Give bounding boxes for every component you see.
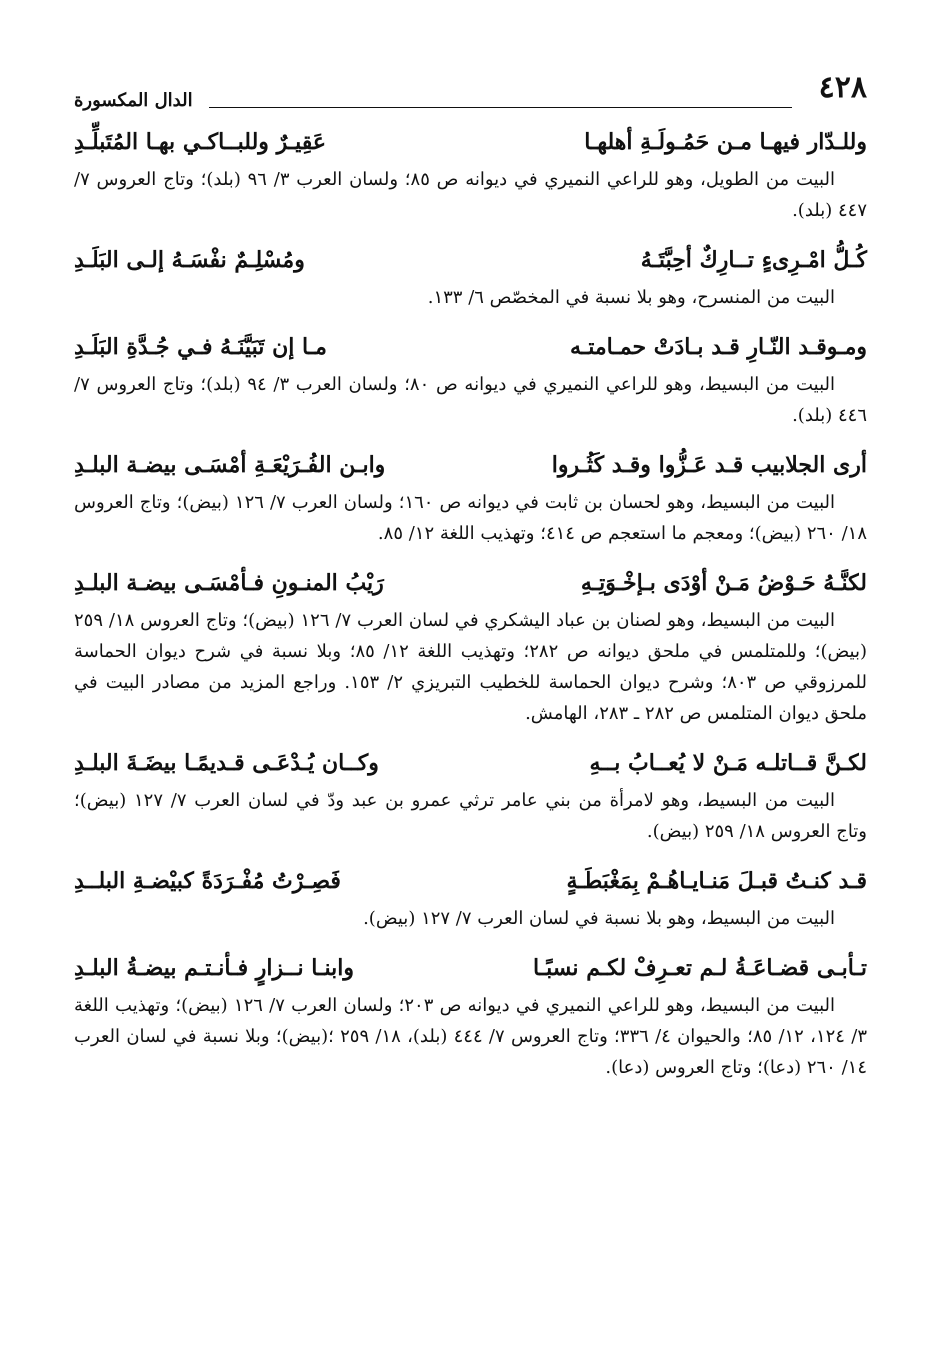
verse-source-note: البيت من البسيط، وهو لصنان بن عباد اليشكري في لسان العرب ٧/ ١٢٦ (بيض)؛ وتاج العروس ١٨/ ٢٥٩ (بيض)؛ وللمتلمس في ملحق ديوانه ص ٢٨٢؛ وتهذيب اللغة ١٢/ ٨٥؛ وبلا نسبة في شرح ديوان الحماسة للمرزوقي ص ٨٠٣؛ وشرح ديوان الحماسة للخطيب التبريزي ٢/ ١٥٣. وراجع المزيد من مصادر البيت في ملحق ديوان المتلمس ص ٢٨٢ ـ ٢٨٣، الهامش. xyxy=(74,610,867,724)
verse-entry xyxy=(74,859,867,934)
verse xyxy=(74,443,867,487)
verse-first-hemistich: وللـدّار فيهـا مـن حَمُـولَـةِ أهلهـا xyxy=(584,129,867,155)
verse xyxy=(74,561,867,605)
verse xyxy=(74,741,867,785)
verse-source-note: البيت من البسيط، وهو بلا نسبة في لسان العرب ٧/ ١٢٧ (بيض). xyxy=(363,908,835,929)
verse-first-hemistich: كُـلُّ امْـرِىءٍ تــارِكٌ أحِبَّتَـهُ xyxy=(640,247,867,273)
verse-second-hemistich: ومُسْلِـمٌ نفْسَـهُ إلـى البَلَـدِ xyxy=(74,247,305,273)
verse xyxy=(74,946,867,990)
verse-second-hemistich: رَيْبُ المنـونِ فـأمْسَـى بيضـة البلـدِ xyxy=(74,570,384,596)
verse-source-note: البيت من المنسرح، وهو بلا نسبة في المخصّص ٦/ ١٣٣. xyxy=(427,287,835,308)
verse-entry xyxy=(74,946,867,1083)
verse-entry xyxy=(74,238,867,313)
entries-list xyxy=(74,120,867,1083)
verse xyxy=(74,238,867,282)
verse-first-hemistich: لكـنَّ قــاتلـه مَـنْ لا يُعــابُ بــهِ xyxy=(589,750,867,776)
section-title: الدال المكسورة xyxy=(74,90,193,111)
verse-second-hemistich: فَصِـرْتُ مُفْـرَدَةً كبيْضـةِ البلــدِ xyxy=(74,868,341,894)
verse-entry xyxy=(74,443,867,549)
verse-first-hemistich: قـد كنـتُ قبـلَ مَنـايـاهُـمْ بِمَغْبَطَـةٍ xyxy=(566,868,867,894)
verse-second-hemistich: عَقِيـرٌ وللبــاكـي بهـا المُتَبلِّـدِ xyxy=(74,129,327,155)
verse-entry xyxy=(74,741,867,847)
verse-source-note: البيت من البسيط، وهو لامرأة من بني عامر ترثي عمرو بن عبد ودّ في لسان العرب ٧/ ١٢٧ (بيض)؛ وتاج العروس ١٨/ ٢٥٩ (بيض). xyxy=(74,790,867,842)
verse-second-hemistich: وكــان يُـدْعَـى قـديمًـا بيضَـةَ البلـدِ xyxy=(74,750,379,776)
verse-second-hemistich: مـا إن تَبَيَّنَـهُ فـي جُـدَّةِ البَلَـدِ xyxy=(74,334,327,360)
verse-source-note: البيت من البسيط، وهو لحسان بن ثابت في ديوانه ص ١٦٠؛ ولسان العرب ٧/ ١٢٦ (بيض)؛ وتاج العروس ١٨/ ٢٦٠ (بيض)؛ ومعجم ما استعجم ص ٤١٤؛ وتهذيب اللغة ١٢/ ٨٥. xyxy=(74,492,867,544)
header-rule xyxy=(209,107,792,108)
verse-first-hemistich: لكنَّـهُ حَـوْضُ مَـنْ أوْدَى بـإخْـوَتِـهِ xyxy=(580,570,867,596)
verse-entry xyxy=(74,325,867,431)
verse xyxy=(74,325,867,369)
page-number: ٤٢٨ xyxy=(818,70,867,105)
verse-source-note: البيت من البسيط، وهو للراعي النميري في ديوانه ص ٨٠؛ ولسان العرب ٣/ ٩٤ (بلد)؛ وتاج العروس ٧/ ٤٤٦ (بلد). xyxy=(74,374,867,426)
verse-second-hemistich: وابنـا نــزارٍ فـأنـتـم بيضـةُ البلـدِ xyxy=(74,955,354,981)
verse xyxy=(74,859,867,903)
verse-source-note: البيت من البسيط، وهو للراعي النميري في ديوانه ص ٢٠٣؛ ولسان العرب ٧/ ١٢٦ (بيض)؛ وتهذيب اللغة ٣/ ١٢٤، ١٢/ ٨٥؛ والحيوان ٤/ ٣٣٦؛ وتاج العروس ٧/ ٤٤٤ (بلد)، ١٨/ ٢٥٩ ؛(بيض)؛ وبلا نسبة في لسان العرب ١٤/ ٢٦٠ (دعا)؛ وتاج العروس (دعا). xyxy=(74,995,867,1078)
verse-second-hemistich: وابـن الفُـرَيْعَـةِ أمْسَـى بيضـة البلـدِ xyxy=(74,452,386,478)
page-header xyxy=(74,60,867,111)
verse-first-hemistich: ومـوقـد النّـارِ قـد بـادَتْ حمـامتـه xyxy=(569,334,867,360)
verse-first-hemistich: تـأبـى قضـاعَـةُ لـم تعـرِفْ لكـم نسبًـا xyxy=(533,955,867,981)
verse-entry xyxy=(74,561,867,729)
verse-entry xyxy=(74,120,867,226)
verse-first-hemistich: أرى الجلابيب قـد عَـزُّوا وقـد كَثُـروا xyxy=(551,452,867,478)
verse-source-note: البيت من الطويل، وهو للراعي النميري في ديوانه ص ٨٥؛ ولسان العرب ٣/ ٩٦ (بلد)؛ وتاج العروس ٧/ ٤٤٧ (بلد). xyxy=(74,169,867,221)
verse xyxy=(74,120,867,164)
